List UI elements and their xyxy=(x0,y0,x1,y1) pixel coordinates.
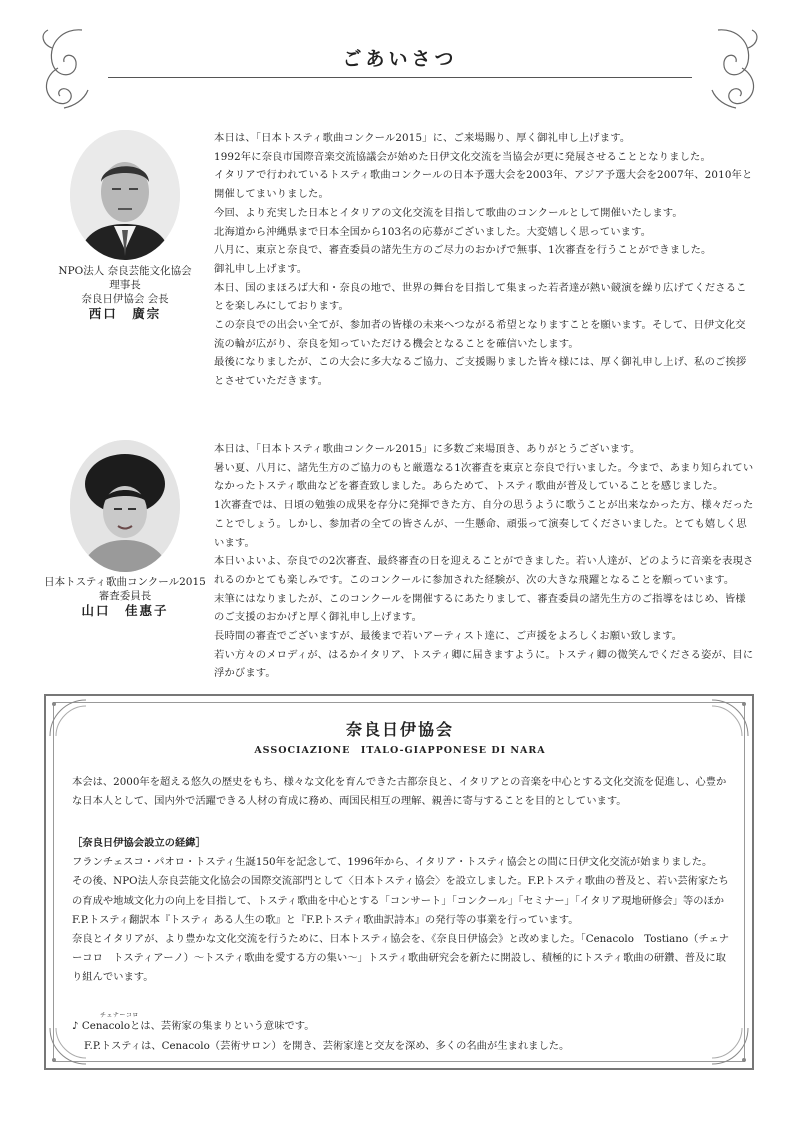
ruby-annotation: チェナーコロ xyxy=(100,1012,139,1019)
association-subtitle: ASSOCIAZIONE ITALO-GIAPPONESE DI NARA xyxy=(254,745,546,756)
paragraph: 最後になりましたが、この大会に多大なるご協力、ご支援賜りました皆々様には、厚く御礼申し上げ、私のご挨拶とさせていただきます。 xyxy=(214,356,747,388)
paragraph: 本日、国のまほろば大和・奈良の地で、世界の舞台を目指して集まった若者達が熱い競演を繰り広げてくださることを楽しみにしております。 xyxy=(214,281,747,313)
section-heading: ［奈良日伊協会設立の経緯］ xyxy=(72,837,206,849)
paragraph: 本日は、「日本トスティ歌曲コンクール2015」に多数ご来場頂き、ありがとうございます。 xyxy=(214,443,641,455)
greeting1-text xyxy=(214,129,756,391)
note-line: ♪ Cenacoloとは、芸術家の集まりという意味です。 xyxy=(72,1020,315,1032)
paragraph: 暑い夏、八月に、諸先生方のご協力のもと厳選なる1次審査を東京と奈良で行いました。今まで、あまり知られていなかったトスティ歌曲などを審査致しました。あらためて、トスティ歌曲が普及していることを感じました。 xyxy=(214,461,754,493)
association-history xyxy=(72,834,730,988)
intro-paragraph: 本会は、2000年を超える悠久の歴史をもち、様々な文化を育んできた古都奈良と、イタリアとの音楽を中心とする文化交流を促進し、心豊かな日本人として、国内外で活躍できる人材の育成に務め、両国民相互の理解、親善に寄与することを目的としています。 xyxy=(72,776,727,808)
paragraph: その後、NPO法人奈良芸能文化協会の国際交流部門として〈日本トスティ協会〉を設立しました。F.P.トスティ歌曲の普及と、若い芸術家たちの育成や地域文化力の向上を目指して、トスティ歌曲を中心とする「コンサート」「コンクール」「セミナー」「イタリア現地研修会」等のほかF.P.トスティ翻訳本『トスティ ある人生の歌』と『F.P.トスティ歌曲訳詩本』の発行等の事業を行っています。 xyxy=(72,875,729,926)
paragraph: 八月に、東京と奈良で、審査委員の諸先生方のご尽力のおかげで無事、1次審査を行うことができました。 xyxy=(214,244,712,257)
speaker-name: 西口 廣宗 xyxy=(88,306,162,321)
caption-org: NPO法人 奈良芸能文化協会 xyxy=(58,265,192,277)
portrait-yamaguchi xyxy=(70,440,180,572)
caption-role: 審査委員長 xyxy=(98,590,152,602)
paragraph: 御礼申し上げます。 xyxy=(214,262,308,275)
paragraph: 奈良とイタリアが、より豊かな文化交流を行うために、日本トスティ協会を、《奈良日伊協会》と改めました。「Cenacolo Tostiano（チェナーコロ トスティアーノ）〜トスティ歌曲を愛する方の集い〜」トスティ歌曲研究会を新たに開設し、積極的にトスティ歌曲の研鑽、普及に取り組んでいます。 xyxy=(72,933,730,984)
paragraph: 今回、より充実した日本とイタリアの文化交流を目指して歌曲のコンクールとして開催いたします。 xyxy=(214,206,683,219)
greeting2-caption xyxy=(32,575,218,618)
paragraph: イタリアで行われているトスティ歌曲コンクールの日本予選大会を2003年、アジア予選大会を2007年、2010年と開催してまいりました。 xyxy=(214,169,753,201)
title-divider xyxy=(108,77,692,78)
association-notes xyxy=(72,1016,730,1056)
paragraph: フランチェスコ・パオロ・トスティ生誕150年を記念して、1996年から、イタリア・トスティ協会との間に日伊文化交流が始まりました。 xyxy=(72,856,713,869)
paragraph: 末筆にはなりましたが、このコンクールを開催するにあたりまして、審査委員の諸先生方のご指導をはじめ、皆様のご支援のおかげと厚く御礼申し上げます。 xyxy=(214,592,746,624)
paragraph: 長時間の審査でございますが、最後まで若いアーティスト達に、ご声援をよろしくお願い致します。 xyxy=(214,630,683,643)
paragraph: この奈良での出会い全てが、参加者の皆様の未来へつながる希望となりますことを願います。そして、日伊文化交流の輪が広がり、奈良を知っていただける機会となることを確信いたします。 xyxy=(214,319,746,350)
paragraph: 本日いよいよ、奈良での2次審査、最終審査の日を迎えることができました。若い人達が、どのように音楽を表現されるのかとても楽しみです。このコンクールに参加された経験が、次の大きな飛躍となることを願っています。 xyxy=(214,555,754,586)
association-intro xyxy=(72,773,730,811)
greeting2-text xyxy=(214,440,756,683)
note-line: F.P.トスティは、Cenacolo（芸術サロン）を開き、芸術家達と交友を深め、多くの名曲が生まれました。 xyxy=(84,1040,570,1052)
paragraph: 本日は、「日本トスティ歌曲コンクール2015」に、ご来場賜り、厚く御礼申し上げます。 xyxy=(214,132,631,144)
paragraph: 1992年に奈良市国際音楽交流協議会が始めた日伊文化交流を当協会が更に発展させることとなりました。 xyxy=(214,150,711,163)
association-title: 奈良日伊協会 xyxy=(345,720,454,739)
paragraph: 北海道から沖縄県まで日本全国から103名の応募がございました。大変嬉しく思っています。 xyxy=(214,225,652,238)
caption-role-2: 奈良日伊協会 会長 xyxy=(81,293,169,305)
greeting1-caption xyxy=(40,264,210,321)
caption-org: 日本トスティ歌曲コンクール2015 xyxy=(44,576,206,588)
paragraph: 若い方々のメロディが、はるかイタリア、トスティ卿に届きますように。トスティ卿の微笑んでくださる姿が、目に浮かびます。 xyxy=(214,648,754,680)
caption-role: 理事長 xyxy=(109,279,141,291)
paragraph: 1次審査では、日頃の勉強の成果を存分に発揮できた方、自分の思うように歌うことが出来なかった方、様々だったことでしょう。しかし、参加者の全ての皆さんが、一生懸命、頑張って演奏してくださいました。とても嬉しく思います。 xyxy=(214,499,754,549)
page-title: ごあいさつ xyxy=(342,48,458,70)
speaker-name: 山口 佳惠子 xyxy=(81,603,169,618)
portrait-nishiguchi xyxy=(70,130,180,260)
